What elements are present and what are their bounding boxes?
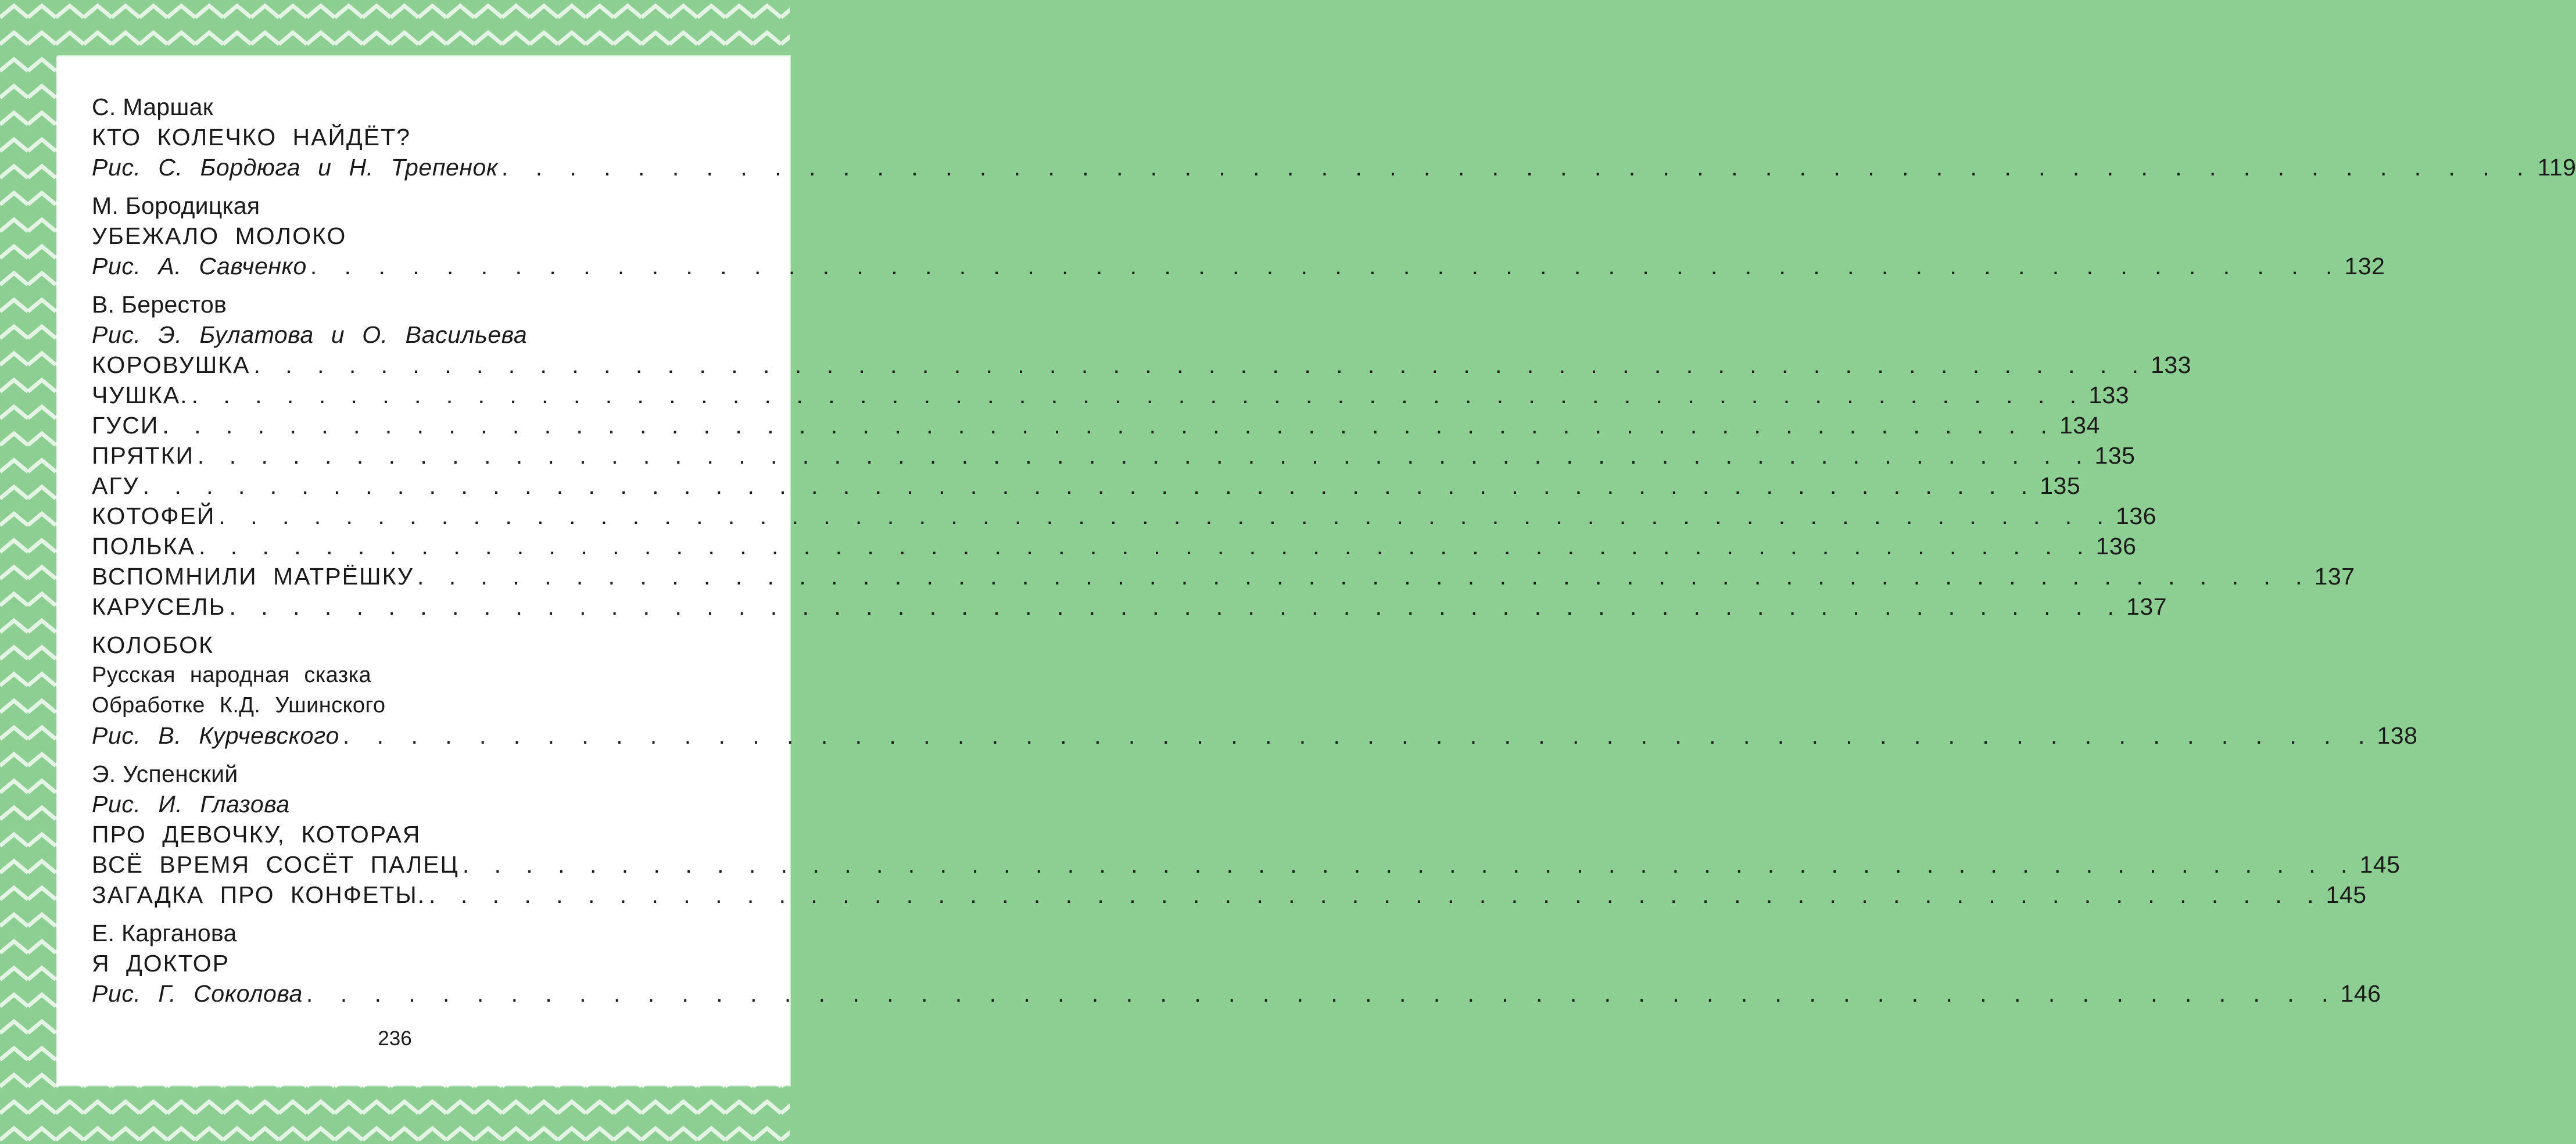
toc-entry[interactable] xyxy=(92,591,2167,622)
work-title: ВСЁ ВРЕМЯ СОСЁТ ПАЛЕЦ xyxy=(92,851,459,878)
work-title: АГУ xyxy=(92,472,139,499)
page-number: 136 xyxy=(2116,503,2156,529)
toc-entry[interactable] xyxy=(92,440,2136,471)
work-title: ЧУШКА. xyxy=(92,382,188,408)
work-subtitle: Русская народная сказка xyxy=(92,663,372,687)
dot-leader: . . . . . . . . . . . . . . . . . . . . . . . . . . . . . . . . . . . . . . . . . . . . . . . . . . . . . . . . . . . . xyxy=(198,533,2089,560)
page-number: 145 xyxy=(2359,851,2401,878)
illustrator-credit: Рис. Э. Булатова и О. Васильева xyxy=(92,321,528,348)
work-title: КОРОВУШКА xyxy=(92,352,250,378)
dot-leader: . . . . . . . . . . . . . . . . . . . . . . . . . . . . . . . . . . . . . . . . . . . . . . . . . . . . . . . . . . . . xyxy=(342,722,2370,749)
illustrator-credit: Рис. И. Глазова xyxy=(92,791,290,817)
illustrator-credit: Рис. С. Бордюга и Н. Трепенок xyxy=(92,154,498,181)
page-number: 133 xyxy=(2151,352,2192,378)
page-number: 146 xyxy=(2340,980,2381,1007)
page-number: 145 xyxy=(2326,881,2367,908)
illustrator-credit: Рис. В. Курчевского xyxy=(92,722,339,749)
work-title: КОЛОБОК xyxy=(92,632,214,658)
toc-entry[interactable] xyxy=(92,880,2367,910)
author-name: С. Маршак xyxy=(92,94,213,120)
work-title: Я ДОКТОР xyxy=(92,950,230,977)
page-number: 119 xyxy=(2537,154,2576,181)
dot-leader: . . . . . . . . . . . . . . . . . . . . . . . . . . . . . . . . . . . . . . . . . . . . . . . . . . . . . . . . . . . . xyxy=(142,472,2033,499)
toc-entry[interactable] xyxy=(92,380,2130,410)
page-number: 133 xyxy=(2088,382,2130,408)
work-title: КОТОФЕЙ xyxy=(92,503,216,529)
toc-entry[interactable] xyxy=(92,978,2381,1009)
author-name: М. Бородицкая xyxy=(92,192,260,219)
adaptation-credit: Обработке К.Д. Ушинского xyxy=(92,693,386,718)
work-title: КТО КОЛЕЧКО НАЙДЁТ? xyxy=(92,124,411,150)
dot-leader: . . . . . . . . . . . . . . . . . . . . . . . . . . . . . . . . . . . . . . . . . . . . . . . . . . . . . . . . . . . . xyxy=(429,881,2319,908)
toc-entry[interactable] xyxy=(92,471,2081,501)
dot-leader: . . . . . . . . . . . . . . . . . . . . . . . . . . . . . . . . . . . . . . . . . . . . . . . . . . . . . . . . . . . . xyxy=(229,593,2120,620)
page-number: 137 xyxy=(2314,563,2355,590)
dot-leader: . . . . . . . . . . . . . . . . . . . . . . . . . . . . . . . . . . . . . . . . . . . . . . . . . . . . . . . . . . . . xyxy=(310,253,2338,279)
page-number: 135 xyxy=(2094,442,2136,469)
work-title: УБЕЖАЛО МОЛОКО xyxy=(92,223,347,249)
work-title: ЗАГАДКА ПРО КОНФЕТЫ. xyxy=(92,881,426,908)
illustrator-credit: Рис. А. Савченко xyxy=(92,253,307,279)
work-title: ПОЛЬКА xyxy=(92,533,195,560)
dot-leader: . . . . . . . . . . . . . . . . . . . . . . . . . . . . . . . . . . . . . . . . . . . . . . . . . . . . . . . . . . . . xyxy=(417,563,2308,590)
work-title: ПРЯТКИ xyxy=(92,442,194,469)
table-of-contents xyxy=(92,92,2576,1009)
toc-entry[interactable] xyxy=(92,501,2156,531)
page-number: 132 xyxy=(2344,253,2385,279)
author-name: Е. Карганова xyxy=(92,920,237,946)
page-number: 137 xyxy=(2126,593,2167,620)
toc-entry[interactable] xyxy=(92,410,2100,440)
work-title: КАРУСЕЛЬ xyxy=(92,593,226,620)
page-number: 136 xyxy=(2095,533,2137,560)
page-footer-number: 236 xyxy=(378,1027,412,1050)
dot-leader: . . . . . . . . . . . . . . . . . . . . . . . . . . . . . . . . . . . . . . . . . . . . . . . . . . . . . . . . . . . . xyxy=(253,352,2144,378)
dot-leader: . . . . . . . . . . . . . . . . . . . . . . . . . . . . . . . . . . . . . . . . . . . . . . . . . . . . . . . . . . . . xyxy=(306,980,2334,1007)
work-title: ПРО ДЕВОЧКУ, КОТОРАЯ xyxy=(92,821,421,848)
page-number: 138 xyxy=(2377,722,2418,749)
dot-leader: . . . . . . . . . . . . . . . . . . . . . . . . . . . . . . . . . . . . . . . . . . . . . . . . . . . . . . . . . . . . xyxy=(197,442,2088,469)
toc-entry[interactable] xyxy=(92,251,2385,281)
toc-entry[interactable] xyxy=(92,720,2418,751)
dot-leader: . . . . . . . . . . . . . . . . . . . . . . . . . . . . . . . . . . . . . . . . . . . . . . . . . . . . . . . . . . . . xyxy=(462,851,2353,878)
dot-leader: . . . . . . . . . . . . . . . . . . . . . . . . . . . . . . . . . . . . . . . . . . . . . . . . . . . . . . . . . . . . xyxy=(218,503,2109,529)
toc-entry[interactable] xyxy=(92,350,2192,380)
work-title: ВСПОМНИЛИ МАТРЁШКУ xyxy=(92,563,414,590)
author-name: В. Берестов xyxy=(92,291,227,318)
berestov-items xyxy=(92,350,2355,622)
toc-entry[interactable] xyxy=(92,531,2137,561)
work-title: ГУСИ xyxy=(92,412,159,439)
page-number: 134 xyxy=(2059,412,2100,439)
toc-entry[interactable] xyxy=(92,561,2355,591)
illustrator-credit: Рис. Г. Соколова xyxy=(92,980,303,1007)
page-number: 135 xyxy=(2040,472,2081,499)
toc-entry[interactable] xyxy=(92,152,2576,182)
dot-leader: . . . . . . . . . . . . . . . . . . . . . . . . . . . . . . . . . . . . . . . . . . . . . . . . . . . . . . . . . . . . xyxy=(501,154,2529,181)
dot-leader: . . . . . . . . . . . . . . . . . . . . . . . . . . . . . . . . . . . . . . . . . . . . . . . . . . . . . . . . . . . . xyxy=(191,382,2082,408)
author-name: Э. Успенский xyxy=(92,761,238,787)
toc-entry[interactable] xyxy=(92,849,2401,880)
dot-leader: . . . . . . . . . . . . . . . . . . . . . . . . . . . . . . . . . . . . . . . . . . . . . . . . . . . . . . . . . . . . xyxy=(162,412,2052,439)
